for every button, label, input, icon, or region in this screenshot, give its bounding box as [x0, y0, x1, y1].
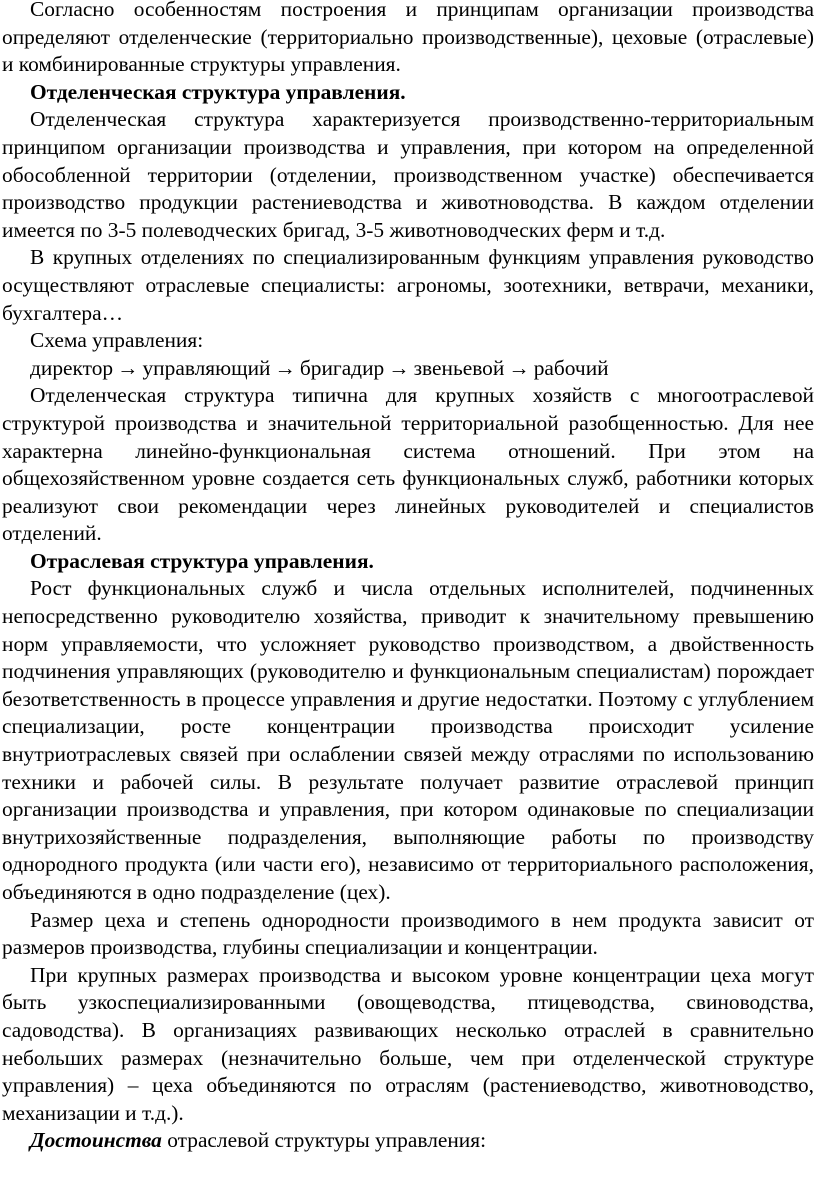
division-paragraph-1: Отделенческая структура характеризуется производственно-территориальным принципом организации производства и управления, при котором на определенной обособленной территории (отделении, производственном участке) обеспечивается производство продукции растениеводства и животноводства. В каждом отделении имеется по 3-5 полеводческих бригад, 3-5 животноводческих ферм и т.д.	[2, 107, 814, 242]
scheme-step-worker: рабочий	[533, 355, 609, 380]
advantages-rest: отраслевой структуры управления:	[161, 1128, 487, 1153]
scheme-step-director: директор	[30, 355, 114, 380]
scheme-step-brigadier: бригадир	[299, 355, 385, 380]
heading-branch-structure: Отраслевая структура управления.	[30, 548, 374, 573]
scheme-step-manager: управляющий	[142, 355, 271, 380]
scheme-label: Схема управления:	[30, 328, 204, 353]
heading-division-structure: Отделенческая структура управления.	[30, 79, 406, 104]
arrow-right-icon: →	[117, 355, 139, 380]
scheme-step-team-leader: звеньевой	[413, 355, 505, 380]
arrow-right-icon: →	[274, 355, 296, 380]
arrow-right-icon: →	[388, 355, 410, 380]
advantages-emphasis: Достоинства	[30, 1128, 162, 1153]
division-paragraph-3: Отделенческая структура типична для крупных хозяйств с многоотраслевой структурой производства и значительной территориальной разобщенностью. Для нее характерна линейно-функциональная система отношений. При этом на общехозяйственном уровне создается сеть функциональных служб, работники которых реализуют свои рекомендации через линейных руководителей и специалистов отделений.	[2, 383, 814, 546]
branch-paragraph-1: Рост функциональных служб и числа отдельных исполнителей, подчиненных непосредственно руководителю хозяйства, приводит к значительному превышению норм управляемости, что усложняет руководство производством, а двойственность подчинения управляющих (руководителю и функциональным специалистам) порождает безответственность в процессе управления и другие недостатки. Поэтому с углублением специализации, росте концентрации производства происходит усиление внутриотраслевых связей при ослаблении связей между отраслями по использованию техники и рабочей силы. В результате получает развитие отраслевой принцип организации производства и управления, при котором одинаковые по специализации внутрихозяйственные подразделения, выполняющие работы по производству однородного продукта (или части его), независимо от территориального расположения, объединяются в одно подразделение (цех).	[2, 576, 814, 904]
advantages-line	[2, 1127, 814, 1155]
branch-paragraph-2: Размер цеха и степень однородности производимого в нем продукта зависит от размеров производства, глубины специализации и концентрации.	[2, 907, 814, 960]
division-paragraph-2: В крупных отделениях по специализированным функциям управления руководство осуществляют отраслевые специалисты: агрономы, зоотехники, ветврачи, механики, бухгалтера…	[2, 245, 814, 325]
branch-paragraph-3: При крупных размерах производства и высоком уровне концентрации цеха могут быть узкоспециализированными (овощеводства, птицеводства, свиноводства, садоводства). В организациях развивающих несколько отраслей в сравнительно небольших размерах (незначительно больше, чем при отделенческой структуре управления) – цеха объединяются по отраслям (растениеводство, животноводство, механизации и т.д.).	[2, 962, 814, 1125]
arrow-right-icon: →	[508, 355, 530, 380]
management-scheme	[2, 355, 814, 383]
intro-paragraph: Согласно особенностям построения и принципам организации производства определяют отделенческие (территориально производственные), цеховые (отраслевые) и комбинированные структуры управления.	[2, 0, 814, 77]
